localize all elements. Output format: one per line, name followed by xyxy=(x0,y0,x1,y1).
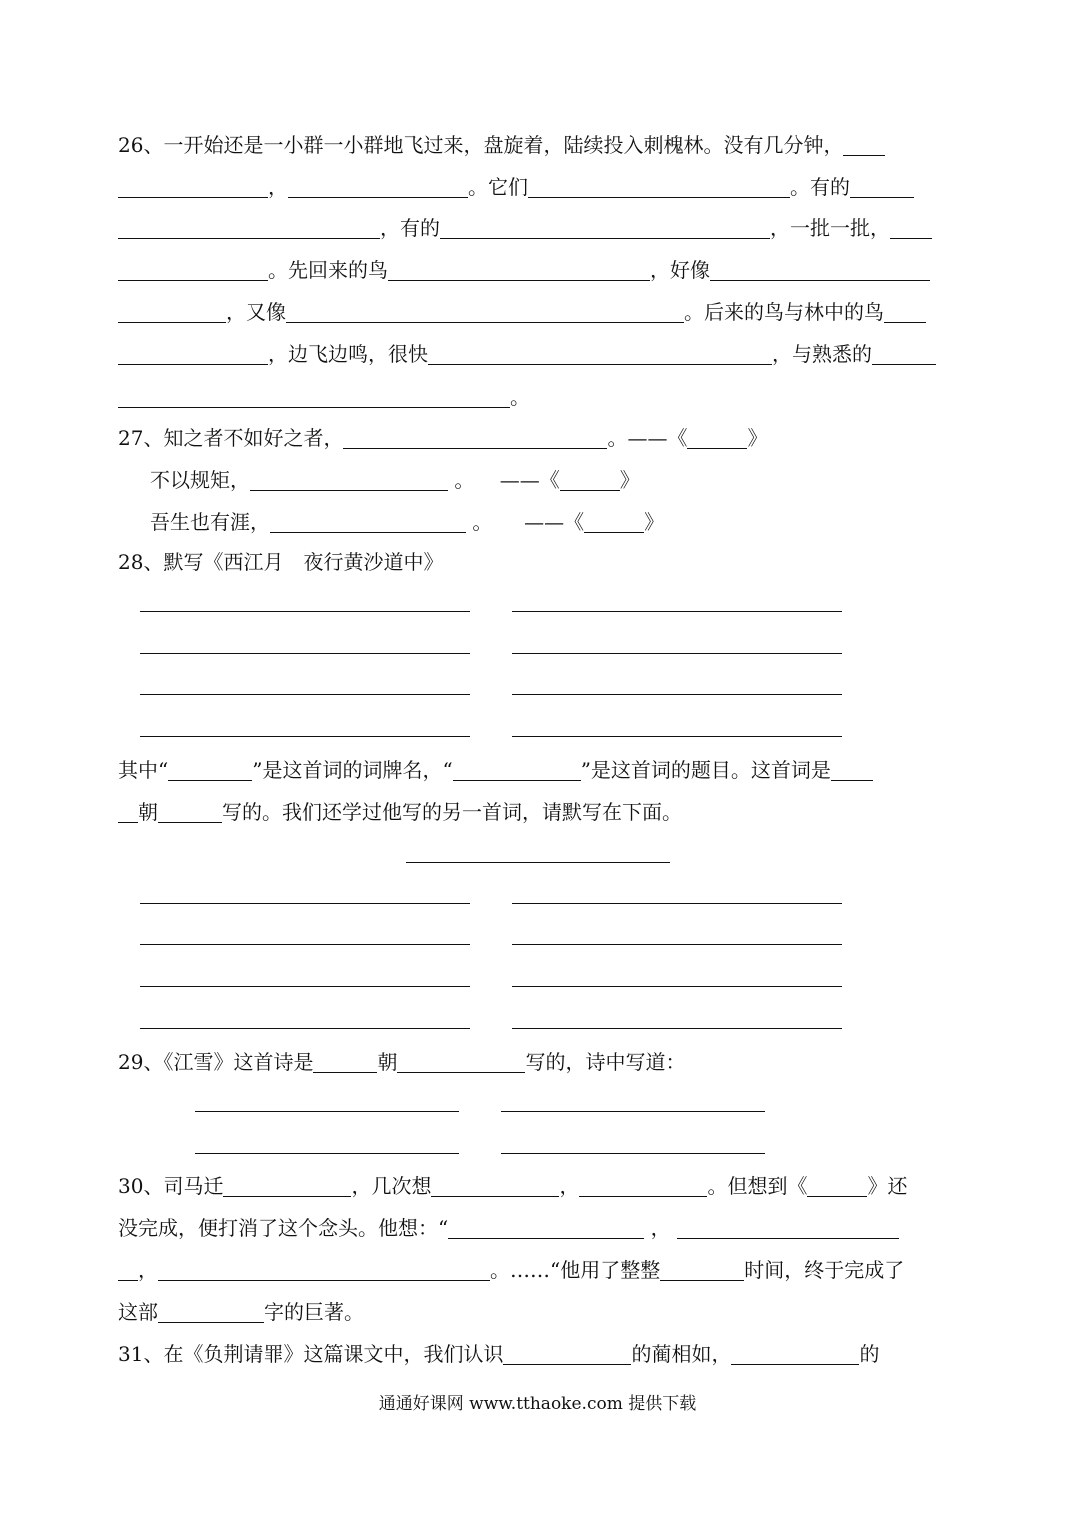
answer-line[interactable] xyxy=(512,736,842,737)
q31-line: 31、在《负荆请罪》这篇课文中，我们认识 的蔺相如， 的 xyxy=(118,1342,880,1366)
answer-line[interactable] xyxy=(140,653,470,654)
answer-line[interactable] xyxy=(512,694,842,695)
blank[interactable] xyxy=(397,1050,525,1073)
blank[interactable] xyxy=(677,1216,899,1239)
blank[interactable] xyxy=(270,510,466,533)
answer-line[interactable] xyxy=(512,653,842,654)
answer-line[interactable] xyxy=(140,986,470,987)
q30-line-2: 没完成，便打消了这个念头。他想：“ ， xyxy=(118,1213,958,1243)
title-line[interactable] xyxy=(406,862,670,863)
blank[interactable] xyxy=(286,300,684,323)
q26-line-3: ，有的 ，一批一批， xyxy=(118,213,958,243)
blank[interactable] xyxy=(118,300,226,323)
blank[interactable] xyxy=(118,216,380,239)
q27-line-2: 不以规矩， 。 ——《 》 xyxy=(150,468,640,492)
q30-line-4: 这部 字的巨著。 xyxy=(118,1300,364,1324)
q29-line: 29、《江雪》这首诗是 朝 写的，诗中写道： xyxy=(118,1050,686,1074)
blank[interactable] xyxy=(884,300,926,323)
blank[interactable] xyxy=(560,468,620,491)
blank[interactable] xyxy=(687,426,747,449)
answer-line[interactable] xyxy=(140,1028,470,1029)
answer-line[interactable] xyxy=(195,1111,459,1112)
q26-line-4: 。先回来的鸟 ，好像 xyxy=(118,255,958,285)
q26-line-5: ，又像 。后来的鸟与林中的鸟 xyxy=(118,297,958,327)
answer-line[interactable] xyxy=(140,611,470,612)
answer-line[interactable] xyxy=(512,1028,842,1029)
blank[interactable] xyxy=(843,133,885,156)
q30-line-3: ， 。……“他用了整整 时间，终于完成了 xyxy=(118,1255,958,1285)
blank[interactable] xyxy=(118,1258,138,1281)
blank[interactable] xyxy=(448,1216,644,1239)
q28-line-2: 朝 写的。我们还学过他写的另一首词，请默写在下面。 xyxy=(118,797,958,827)
blank[interactable] xyxy=(343,426,607,449)
q26-line-2: ， 。它们 。有的 xyxy=(118,172,958,202)
answer-line[interactable] xyxy=(195,1153,459,1154)
q28-title: 28、默写《西江月 夜行黄沙道中》 xyxy=(118,550,444,574)
blank[interactable] xyxy=(118,258,268,281)
answer-line[interactable] xyxy=(512,986,842,987)
q28-line-1: 其中“ ”是这首词的词牌名，“ ”是这首词的题目。这首词是 xyxy=(118,755,958,785)
q27-line-3: 吾生也有涯， 。 ——《 》 xyxy=(150,510,665,534)
q26-line-1: 26、一开始还是一小群一小群地飞过来，盘旋着，陆续投入刺槐林。没有几分钟， xyxy=(118,130,958,160)
blank[interactable] xyxy=(850,175,914,198)
blank[interactable] xyxy=(807,1174,867,1197)
blank[interactable] xyxy=(250,468,448,491)
blank[interactable] xyxy=(453,758,581,781)
answer-line[interactable] xyxy=(501,1153,765,1154)
blank[interactable] xyxy=(288,175,468,198)
blank[interactable] xyxy=(731,1342,859,1365)
blank[interactable] xyxy=(313,1050,377,1073)
blank[interactable] xyxy=(388,258,650,281)
blank[interactable] xyxy=(168,758,252,781)
blank[interactable] xyxy=(118,342,268,365)
blank[interactable] xyxy=(528,175,790,198)
answer-line[interactable] xyxy=(140,903,470,904)
blank[interactable] xyxy=(579,1174,707,1197)
blank[interactable] xyxy=(710,258,930,281)
blank[interactable] xyxy=(503,1342,631,1365)
q26-line-6: ，边飞边鸣，很快 ，与熟悉的 xyxy=(118,339,958,369)
blank[interactable] xyxy=(158,1300,264,1323)
q30-line-1: 30、司马迁 ，几次想 ， 。但想到《 》还 xyxy=(118,1174,908,1198)
blank[interactable] xyxy=(872,342,936,365)
blank[interactable] xyxy=(440,216,770,239)
blank[interactable] xyxy=(660,1258,744,1281)
blank[interactable] xyxy=(431,1174,559,1197)
blank[interactable] xyxy=(158,1258,490,1281)
blank[interactable] xyxy=(831,758,873,781)
answer-line[interactable] xyxy=(512,611,842,612)
answer-line[interactable] xyxy=(501,1111,765,1112)
answer-line[interactable] xyxy=(512,944,842,945)
blank[interactable] xyxy=(118,385,510,408)
answer-line[interactable] xyxy=(140,694,470,695)
blank[interactable] xyxy=(118,175,268,198)
blank[interactable] xyxy=(584,510,644,533)
blank[interactable] xyxy=(118,800,138,823)
blank[interactable] xyxy=(223,1174,351,1197)
page-footer: 通通好课网 www.tthaoke.com 提供下载 xyxy=(378,1394,697,1414)
blank[interactable] xyxy=(428,342,772,365)
blank[interactable] xyxy=(158,800,222,823)
q27-line-1: 27、知之者不如好之者， 。——《 》 xyxy=(118,426,768,450)
answer-line[interactable] xyxy=(512,903,842,904)
answer-line[interactable] xyxy=(140,736,470,737)
q26-line-7: 。 xyxy=(118,382,958,412)
blank[interactable] xyxy=(890,216,932,239)
answer-line[interactable] xyxy=(140,944,470,945)
